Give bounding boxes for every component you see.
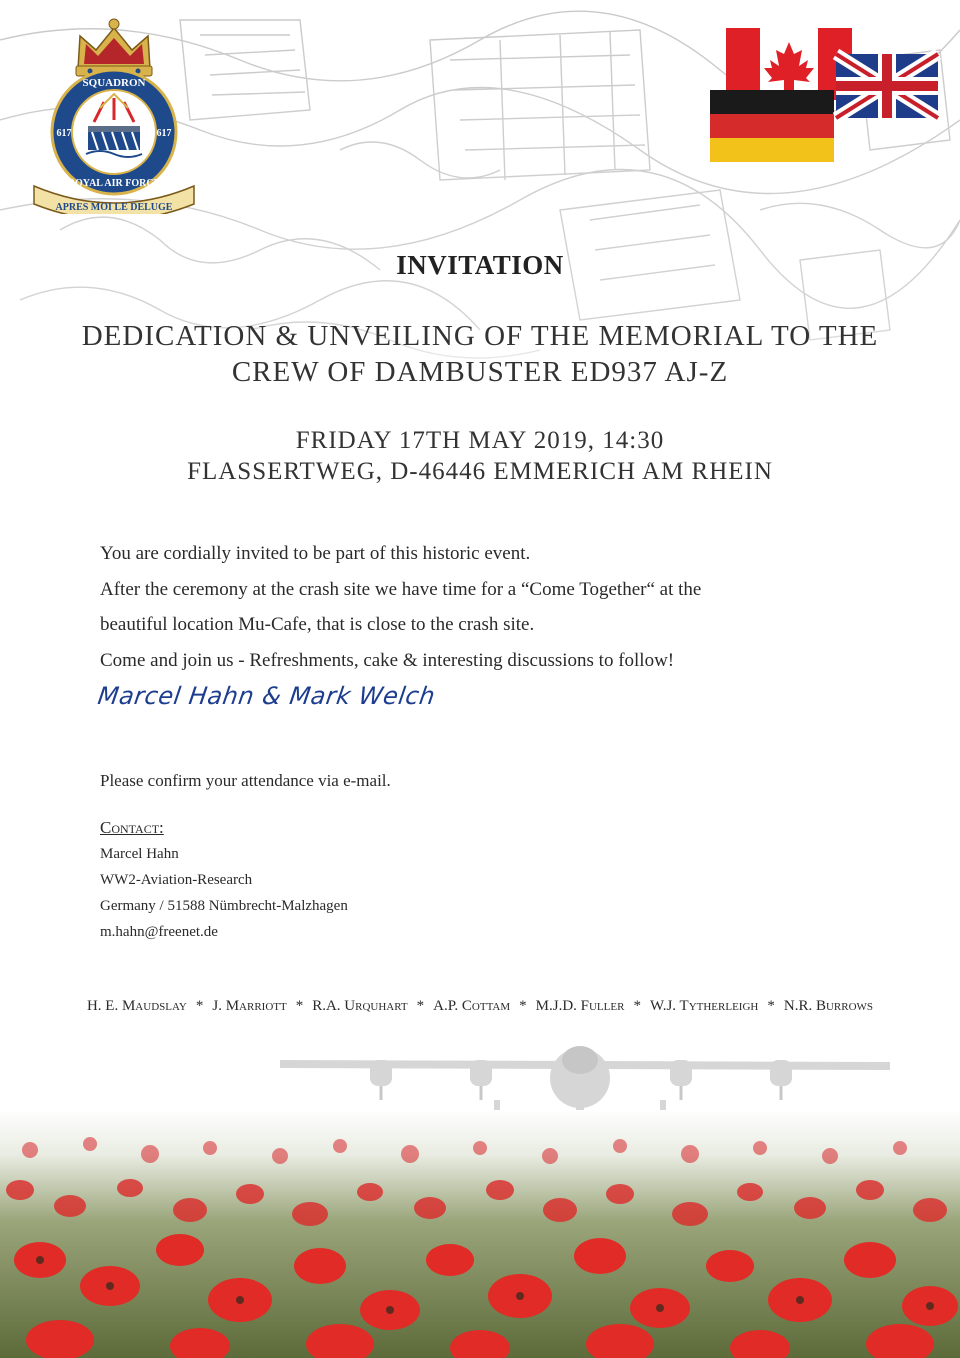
crew-separator: * [767,998,775,1014]
body-line: You are cordially invited to be part of this historic event. [100,543,531,564]
squadron-crest-logo [28,14,200,214]
crew-separator: * [295,998,304,1014]
crew-member: R.A. Urquhart [312,998,408,1014]
body-line: beautiful location Mu-Cafe, that is close to the crash site. [100,614,535,635]
crew-member: J. Marriott [212,998,287,1014]
germany-flag-icon [710,90,834,162]
subtitle-line: DEDICATION & UNVEILING OF THE MEMORIAL TO THE [81,320,879,352]
crest-number-right: 617 [156,128,172,139]
contact-email[interactable]: m.hahn@freenet.de [100,924,218,940]
crew-member: W.J. Tytherleigh [649,998,759,1014]
body-line: Come and join us - Refreshments, cake & interesting discussions to follow! [100,649,675,671]
crest-ring-text: ROYAL AIR FORCE [67,178,161,189]
contact-organization: WW2-Aviation-Research [100,872,253,888]
invitation-body [100,536,880,678]
confirm-note: Please confirm your attendance via e-mail. [100,771,391,790]
union-jack-flag-icon [836,54,938,118]
flags-group [706,18,942,168]
subtitle-line: CREW OF DAMBUSTER ED937 AJ-Z [231,356,729,388]
canada-flag-icon [726,28,852,100]
event-location: FLASSERTWEG, D-46446 EMMERICH AM RHEIN [187,458,773,485]
crew-separator: * [519,998,527,1014]
event-subtitle [80,318,880,390]
crew-member: A.P. Cottam [433,998,511,1014]
crest-motto: APRES MOI LE DELUGE [55,202,173,213]
crew-member: H. E. Maudslay [86,998,187,1014]
crew-list [0,998,960,1015]
poppy-field-image [0,1110,960,1358]
contact-address: Germany / 51588 Nümbrecht-Malzhagen [100,898,348,914]
signature: Marcel Hahn & Mark Welch [96,682,438,710]
crew-separator: * [633,998,641,1014]
crew-separator: * [416,998,425,1014]
crew-member: M.J.D. Fuller [535,998,625,1014]
crown-icon [76,19,152,76]
body-line: After the ceremony at the crash site we have time for a “Come Together“ at the [100,578,702,600]
crest-number-left: 617 [56,128,72,139]
crew-separator: * [195,998,204,1014]
event-date: FRIDAY 17TH MAY 2019, 14:30 [295,427,665,454]
contact-block [100,815,348,945]
contact-heading: Contact: [100,818,164,837]
contact-name: Marcel Hahn [100,846,179,862]
crew-member: N.R. Burrows [783,998,874,1014]
page-title: INVITATION [396,250,564,280]
crest-banner-text: SQUADRON [82,77,146,89]
event-date-location [80,425,880,487]
